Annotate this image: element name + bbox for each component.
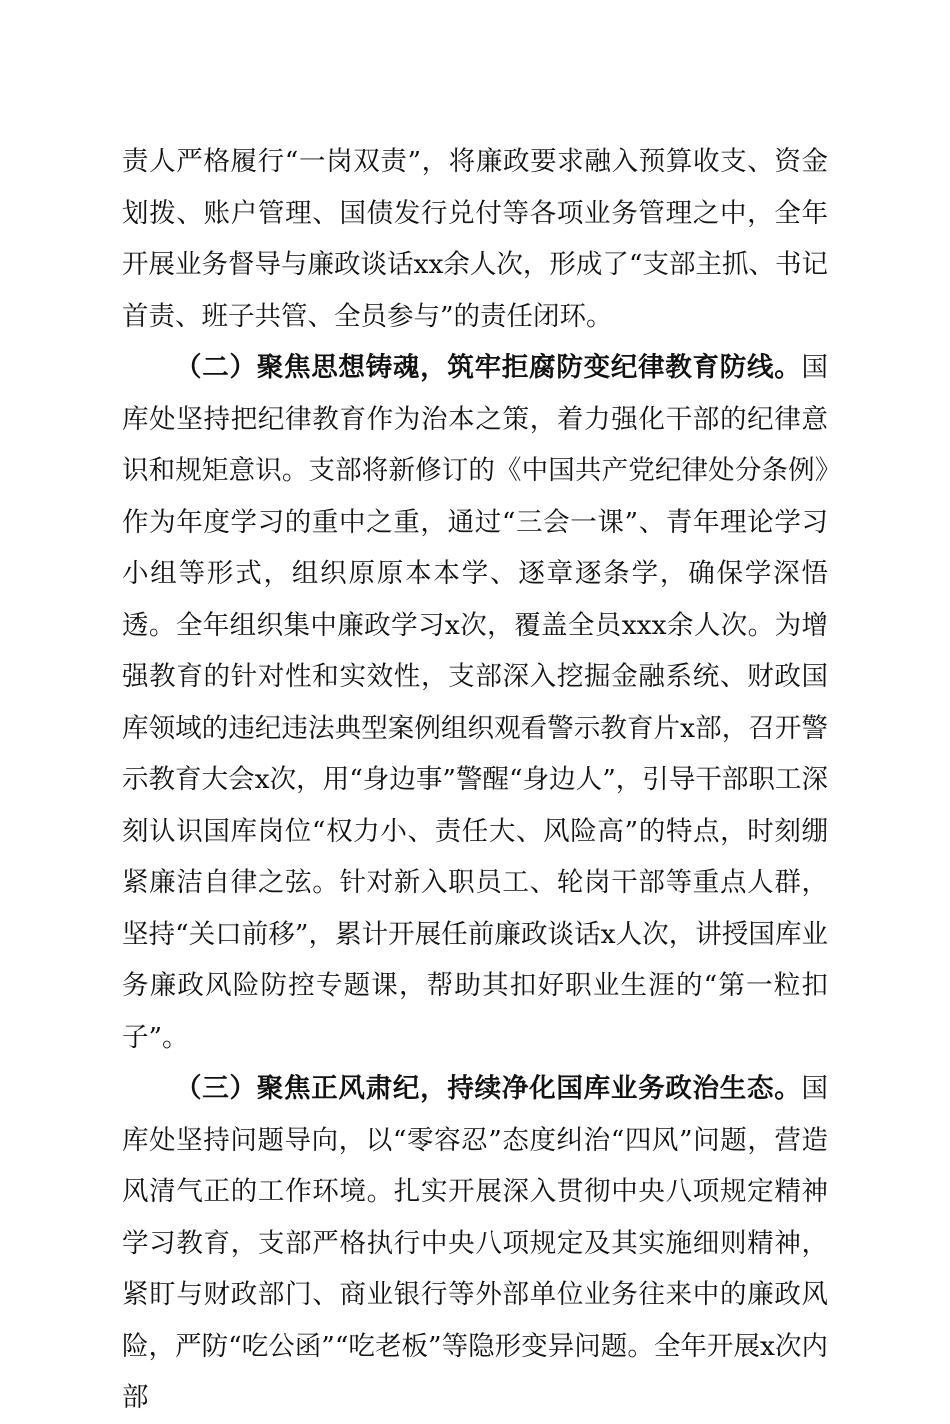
- section-heading: （二）聚焦思想铸魂，筑牢拒腐防变纪律教育防线。: [175, 352, 802, 383]
- paragraph-section-2: [122, 342, 828, 1063]
- paragraph-section-3: [122, 1063, 828, 1424]
- document-body: [122, 136, 828, 1424]
- paragraph-body: 责人严格履行“一岗双责”，将廉政要求融入预算收支、资金划拨、账户管理、国债发行兑付等各项业务管理之中，全年开展业务督导与廉政谈话xx余人次，形成了“支部主抓、书记首责、班子共管、全员参与”的责任闭环。: [122, 146, 828, 332]
- section-heading: （三）聚焦正风肃纪，持续净化国库业务政治生态。: [175, 1073, 802, 1104]
- paragraph-body: 国库处坚持把纪律教育作为治本之策，着力强化干部的纪律意识和规矩意识。支部将新修订的《中国共产党纪律处分条例》作为年度学习的重中之重，通过“三会一课”、青年理论学习小组等形式，组织原原本本学、逐章逐条学，确保学深悟透。全年组织集中廉政学习x次，覆盖全员xxx余人次。为增强教育的针对性和实效性，支部深入挖掘金融系统、财政国库领域的违纪违法典型案例组织观看警示教育片x部，召开警示教育大会x次，用“身边事”警醒“身边人”，引导干部职工深刻认识国库岗位“权力小、责任大、风险高”的特点，时刻绷紧廉洁自律之弦。针对新入职员工、轮岗干部等重点人群，坚持“关口前移”，累计开展任前廉政谈话x人次，讲授国库业务廉政风险防控专题课，帮助其扣好职业生涯的“第一粒扣子”。: [122, 352, 828, 1053]
- paragraph-body: 国库处坚持问题导向，以“零容忍”态度纠治“四风”问题，营造风清气正的工作环境。扎实开展深入贯彻中央八项规定精神学习教育，支部严格执行中央八项规定及其实施细则精神，紧盯与财政部门、商业银行等外部单位业务往来中的廉政风险，严防“吃公函”“吃老板”等隐形变异问题。全年开展x次内部: [122, 1073, 828, 1413]
- paragraph-continuation: [122, 136, 828, 342]
